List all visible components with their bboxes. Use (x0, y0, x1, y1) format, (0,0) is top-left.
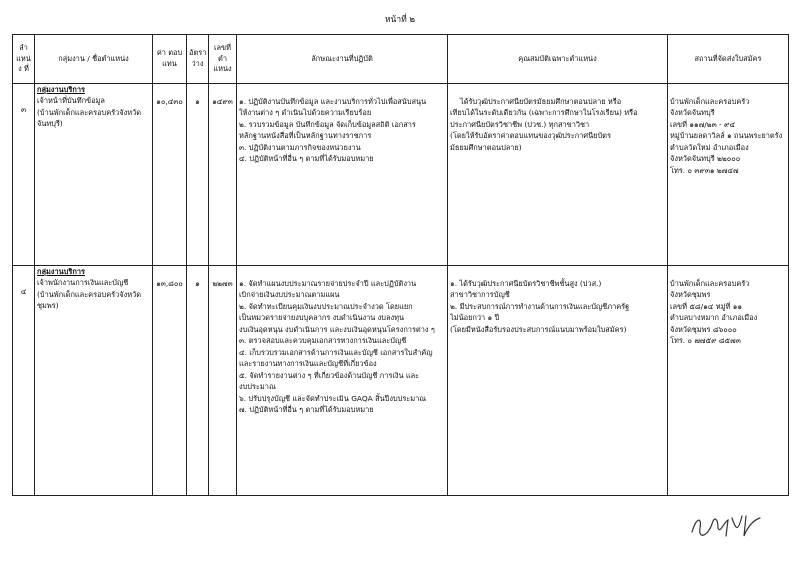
row-no: ๓ (13, 84, 35, 266)
duty-line: ๑. จัดทำแผนงบประมาณรายจ่ายประจำปี และปฏิบัติงาน (239, 279, 417, 288)
location-line: จังหวัดจันทบุรี ๒๒๐๐๐ (670, 154, 741, 164)
duty-line: ๗. ปฏิบัติหน้าที่อื่น ๆ ตามที่ได้รับมอบหมาย (239, 405, 374, 415)
position-unit: (บ้านพักเด็กและครอบครัวจังหวัดจันทบุรี) (37, 107, 142, 129)
row-qualifications (448, 84, 668, 266)
row-location (668, 266, 789, 496)
table-row (13, 84, 789, 266)
duty-line: ๓. ตรวจสอบและควบคุมเอกสารทางการเงินและบัญชี (239, 336, 407, 346)
duty-line: ๔. เก็บรวบรวมเอกสารด้านการเงินและบัญชี เอกสารใบสำคัญ (239, 347, 433, 357)
duty-line: และรายงานทางการเงินและบัญชีที่เกี่ยวข้อง (239, 359, 377, 369)
header-group-position: กลุ่มงาน / ชื่อตำแหน่ง (35, 35, 153, 84)
duty-line: ๓. ปฏิบัติงานตามภารกิจของหน่วยงาน (239, 142, 361, 152)
location-line: จังหวัดชุมพร (670, 290, 711, 300)
location-line: จังหวัดจันทบุรี (670, 108, 715, 118)
duty-line: หลักฐานหนังสือที่เป็นหลักฐานทางราชการ (239, 131, 372, 141)
location-line: ตำบลบางหมาก อำเภอเมือง (670, 313, 758, 323)
qualification-line: ได้รับวุฒิประกาศนียบัตรมัธยมศึกษาตอนปลาย หรือ (460, 97, 622, 106)
row-vacancy: ๑ (187, 266, 209, 496)
duty-line: ๒. รวบรวมข้อมูล บันทึกข้อมูล จัดเก็บข้อมูลสถิติ เอกสาร (239, 119, 416, 129)
row-group-position (35, 84, 153, 266)
header-salary: ค่า ตอบ แทน (153, 35, 187, 84)
qualification-line: ไม่น้อยกว่า ๑ ปี (450, 313, 500, 323)
row-location (668, 84, 789, 266)
duty-line: ๖. ปรับปรุงบัญชี และจัดทำประเมิน GAQA สิ้นปีงบประมาณ (239, 393, 427, 403)
qualification-line: ประกาศนียบัตรวิชาชีพ (ปวช.) ทุกสาขาวิชา (450, 119, 590, 129)
location-line: จังหวัดชุมพร ๘๖๐๐๐ (670, 324, 737, 334)
qualification-line: ๒. มีประสบการณ์การทำงานด้านการเงินและบัญชีภาครัฐ (450, 301, 630, 311)
header-no: ลำ แหน่ง ที่ (13, 35, 35, 84)
row-salary: ๑๓,๘๐๐ (153, 266, 187, 496)
header-duties: ลักษณะงานที่ปฏิบัติ (237, 35, 448, 84)
row-group-position (35, 266, 153, 496)
qualification-line: เทียบได้ในระดับเดียวกัน (เฉพาะการศึกษาในโรงเรียน) หรือ (450, 108, 638, 118)
position-title: เจ้าพนักงานการเงินและบัญชี (37, 278, 129, 288)
row-qualifications (448, 266, 668, 496)
duty-line: งบประมาณ (239, 382, 276, 392)
row-position-no: ๑๔๙๓ (209, 84, 237, 266)
header-location: สถานที่จัดส่งใบสมัคร (668, 35, 789, 84)
location-line: เลขที่ ๑๑๗/๒๓ - ๙๔ (670, 119, 736, 129)
qualification-line: ๑. ได้รับวุฒิประกาศนียบัตรวิชาชีพชั้นสูง (ปวส.) (450, 279, 602, 288)
group-title: กลุ่มงานบริการ (37, 267, 85, 276)
qualification-line: มัธยมศึกษาตอนปลาย) (450, 142, 522, 152)
location-line: หมู่บ้านยลดาวิลล์ ๑ ถนนพระยาตรัง (670, 131, 783, 141)
location-line: ตำบลวัดใหม่ อำเภอเมือง (670, 142, 749, 152)
positions-table (12, 34, 789, 496)
row-position-no: ๒๒๗๓ (209, 266, 237, 496)
position-title: เจ้าหน้าที่บันทึกข้อมูล (37, 96, 105, 106)
location-line: โทร. ๐ ๓๙๓๑ ๒๗๔๗ (670, 165, 739, 175)
row-duties (237, 266, 448, 496)
qualification-line: สาขาวิชาการบัญชี (450, 290, 510, 300)
duty-line: ๕. จัดทำรายงานต่าง ๆ ที่เกี่ยวข้องด้านบัญชี การเงิน และ (239, 370, 420, 380)
table-header-row (13, 35, 789, 84)
duty-line: ๔. ปฏิบัติหน้าที่อื่น ๆ ตามที่ได้รับมอบหมาย (239, 154, 374, 164)
location-line: เลขที่ ๕๘/๑๔ หมู่ที่ ๑๑ (670, 301, 743, 311)
qualification-line: (โดยมีหนังสือรับรองประสบการณ์แนบมาพร้อมใบสมัคร) (450, 324, 627, 334)
duty-line: ๒. จัดทำทะเบียนคุมเงินงบประมาณประจำงวด โดยแยก (239, 301, 413, 311)
header-qualifications: คุณสมบัติเฉพาะตำแหน่ง (448, 35, 668, 84)
header-vacancy: อัตรา ว่าง (187, 35, 209, 84)
qualification-line: (โดยให้รับอัตราค่าตอบแทนของวุฒิประกาศนียบัตร (450, 131, 611, 141)
duty-line: ให้งานต่าง ๆ ดำเนินไปด้วยความเรียบร้อย (239, 108, 372, 118)
group-title: กลุ่มงานบริการ (37, 85, 85, 94)
header-position-no: เลขที่ ตำ แหน่ง (209, 35, 237, 84)
duty-line: เป็นหมวดรายจ่ายงบบุคลากร งบดำเนินงาน งบลงทุน (239, 313, 405, 323)
row-salary: ๑๐,๔๓๐ (153, 84, 187, 266)
position-unit: (บ้านพักเด็กและครอบครัวจังหวัดชุมพร) (37, 289, 142, 311)
row-no: ๔ (13, 266, 35, 496)
location-line: โทร. ๐ ๗๗๕๙ ๘๕๗๓ (670, 336, 741, 346)
table-row (13, 266, 789, 496)
duty-line: งบเงินอุดหนุน งบดำเนินการ และงบเงินอุดหนุนโครงการต่าง ๆ (239, 324, 435, 334)
duty-line: ๑. ปฏิบัติงานบันทึกข้อมูล และงานบริการทั่วไปเพื่อสนับสนุน (239, 97, 427, 106)
location-line: บ้านพักเด็กและครอบครัว (670, 97, 750, 106)
row-vacancy: ๑ (187, 84, 209, 266)
positions-table-wrapper (12, 34, 788, 554)
row-duties (237, 84, 448, 266)
page-number: หน้าที่ ๒ (384, 15, 416, 25)
duty-line: เบิกจ่ายเงินงบประมาณตามแผน (239, 290, 340, 300)
location-line: บ้านพักเด็กและครอบครัว (670, 279, 750, 288)
handwritten-signature (688, 506, 768, 540)
